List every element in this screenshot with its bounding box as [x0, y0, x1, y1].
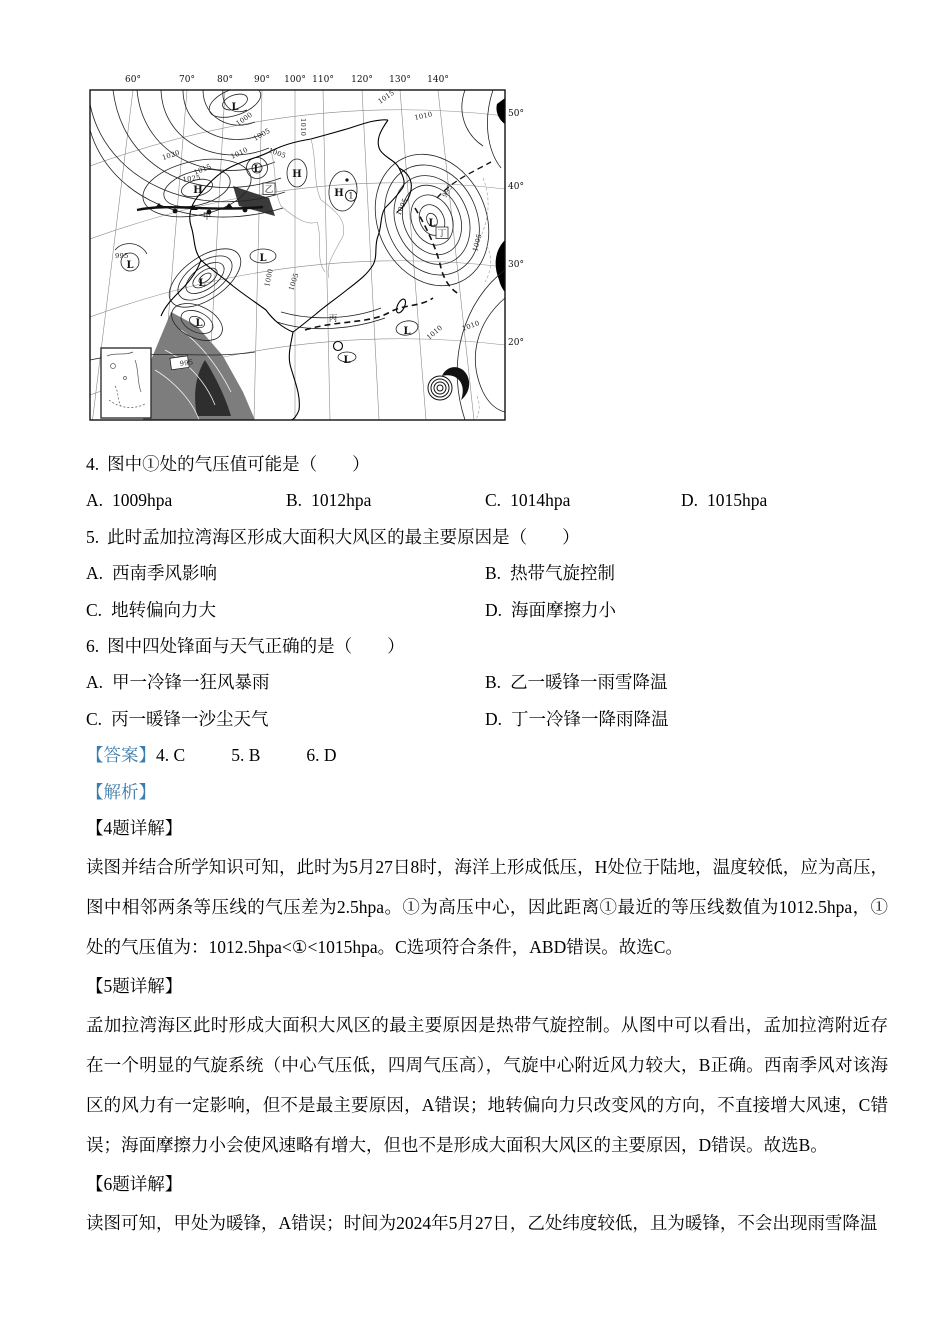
lat-20: 20°: [508, 338, 524, 348]
front-label-jia: 甲: [202, 212, 212, 222]
isobar-1010: 1010: [460, 319, 481, 333]
explanation-4-heading: 【4题详解】: [86, 817, 183, 838]
question-4-options: [86, 488, 888, 524]
isobar-1005: 1005: [267, 146, 288, 161]
option-c[interactable]: C. 丙一暖锋一沙尘天气: [86, 708, 269, 729]
lat-40: 40°: [508, 182, 524, 192]
question-5-options-row1: [86, 561, 888, 597]
isobar-1005: 1005: [252, 126, 272, 143]
isobar-1010: 1010: [413, 110, 434, 122]
low-center: L: [259, 253, 267, 264]
question-number: 5.: [86, 526, 100, 547]
lon-110: 110°: [312, 75, 334, 85]
question-number: 4.: [86, 454, 100, 474]
explanation-5-paragraph: 孟加拉湾海区此时形成大面积大风区的最主要原因是热带气旋控制。从图中可以看出，孟加拉湾附近存在一个明显的气旋系统（中心气压低，四周气压高），气旋中心附近风力较大，B正确。西南季风对该海区的风力有一定影响，但不是最主要原因，A错误；地转偏向力只改变风的方向，不直接增大风速，C错误；海面摩擦力小会使风速略有增大，但也不是形成大面积大风区的主要原因，D错误。故选B。: [86, 1014, 888, 1155]
analysis-tag: 【解析】: [86, 781, 156, 802]
low-center: L: [126, 260, 134, 271]
low-center: L: [428, 218, 436, 229]
isobar-1000: 1000: [234, 110, 254, 128]
front-label-ding: 丁: [437, 229, 447, 239]
front-label-yi: 乙: [264, 185, 274, 195]
option-a[interactable]: A. 甲一冷锋一狂风暴雨: [86, 672, 270, 693]
low-center: L: [403, 326, 411, 337]
option-a[interactable]: A. 1009hpa: [86, 490, 173, 511]
question-6-options-row1: [86, 670, 888, 706]
option-c[interactable]: C. 1014hpa: [485, 490, 571, 511]
question-section: [86, 452, 888, 1250]
isobar-995: 995: [179, 358, 194, 368]
isobar-1025: 1025: [182, 173, 202, 184]
answer-tag: 【答案】: [86, 745, 156, 766]
isobar-1000: 1000: [263, 268, 275, 288]
answer-q6: 6. D: [306, 745, 337, 766]
isobar-map: [85, 60, 524, 428]
isobar-1005: 1005: [394, 197, 410, 217]
isobar-1010: 1010: [299, 118, 307, 137]
explanation-4-paragraph: 读图并结合所学知识可知，此时为5月27日8时，海洋上形成低压，H处位于陆地，温度较低，应为高压，图中相邻两条等压线的气压差为2.5hpa。①为高压中心，因此距离①最近的等压线数值为1012.5hpa，①处的气压值为：1012.5hpa<①<1015hpa。C选项符合条件，ABD错误。故选C。: [86, 856, 888, 957]
typhoon-icon: [428, 367, 469, 400]
high-center: H: [334, 188, 344, 199]
lon-70: 70°: [179, 75, 195, 85]
question-5-options-row2: [86, 598, 888, 634]
question-number: 6.: [86, 635, 100, 656]
option-b[interactable]: B. 热带气旋控制: [485, 563, 616, 584]
answer-line: [86, 743, 888, 779]
isobar-1020: 1020: [161, 148, 181, 162]
option-d[interactable]: D. 丁一冷锋一降雨降温: [485, 708, 669, 729]
inset-map: [101, 348, 151, 418]
option-a[interactable]: A. 西南季风影响: [86, 563, 218, 584]
question-4-stem: 4. 图中①处的气压值可能是（ ）: [86, 454, 370, 474]
analysis-line: [86, 780, 888, 816]
high-center: H: [193, 185, 203, 196]
isobar-1015: 1015: [192, 162, 213, 177]
option-b[interactable]: B. 1012hpa: [286, 490, 372, 511]
lon-100: 100°: [284, 75, 306, 85]
isobar-995: 995: [115, 252, 129, 260]
low-center: L: [253, 164, 261, 175]
lon-80: 80°: [217, 75, 233, 85]
answer-q4: 4. C: [156, 745, 186, 766]
low-center: L: [343, 355, 351, 366]
weather-map-figure: [85, 60, 524, 428]
question-6-stem: 6. 图中四处锋面与天气正确的是（ ）: [86, 635, 405, 656]
low-center: L: [231, 102, 239, 113]
isobar-1015: 1015: [376, 88, 396, 106]
question-6-options-row2: [86, 707, 888, 743]
isobar-1010: 1010: [229, 145, 250, 161]
isobar-995: 995: [440, 183, 455, 199]
low-center: L: [195, 318, 203, 329]
front-label-bing: 丙: [328, 314, 338, 324]
option-d[interactable]: D. 1015hpa: [681, 490, 768, 511]
explanation-5-heading: 【5题详解】: [86, 975, 183, 996]
explanation-6-paragraph: 读图可知，甲处为暖锋，A错误；时间为2024年5月27日，乙处纬度较低，且为暖锋，不会出现雨雪降温: [86, 1212, 878, 1233]
isobar-1005: 1005: [287, 271, 301, 292]
explanation-6-heading: 【6题详解】: [86, 1173, 183, 1194]
point-1-circled: 1: [348, 191, 354, 202]
lon-60: 60°: [125, 75, 141, 85]
answer-q5: 5. B: [231, 745, 261, 766]
lon-130: 130°: [389, 75, 411, 85]
lon-90: 90°: [254, 75, 270, 85]
lon-120: 120°: [351, 75, 373, 85]
isobar-1010: 1010: [425, 323, 445, 342]
question-5-stem: 5. 此时孟加拉湾海区形成大面积大风区的最主要原因是（ ）: [86, 526, 580, 547]
low-center: L: [198, 278, 206, 289]
option-d[interactable]: D. 海面摩擦力小: [485, 599, 617, 620]
option-b[interactable]: B. 乙一暖锋一雨雪降温: [485, 672, 668, 693]
lat-30: 30°: [508, 260, 524, 270]
high-center: H: [292, 169, 302, 180]
isobar-1005: 1005: [471, 232, 484, 253]
lon-140: 140°: [427, 75, 449, 85]
lat-50: 50°: [508, 109, 524, 119]
option-c[interactable]: C. 地转偏向力大: [86, 599, 217, 620]
